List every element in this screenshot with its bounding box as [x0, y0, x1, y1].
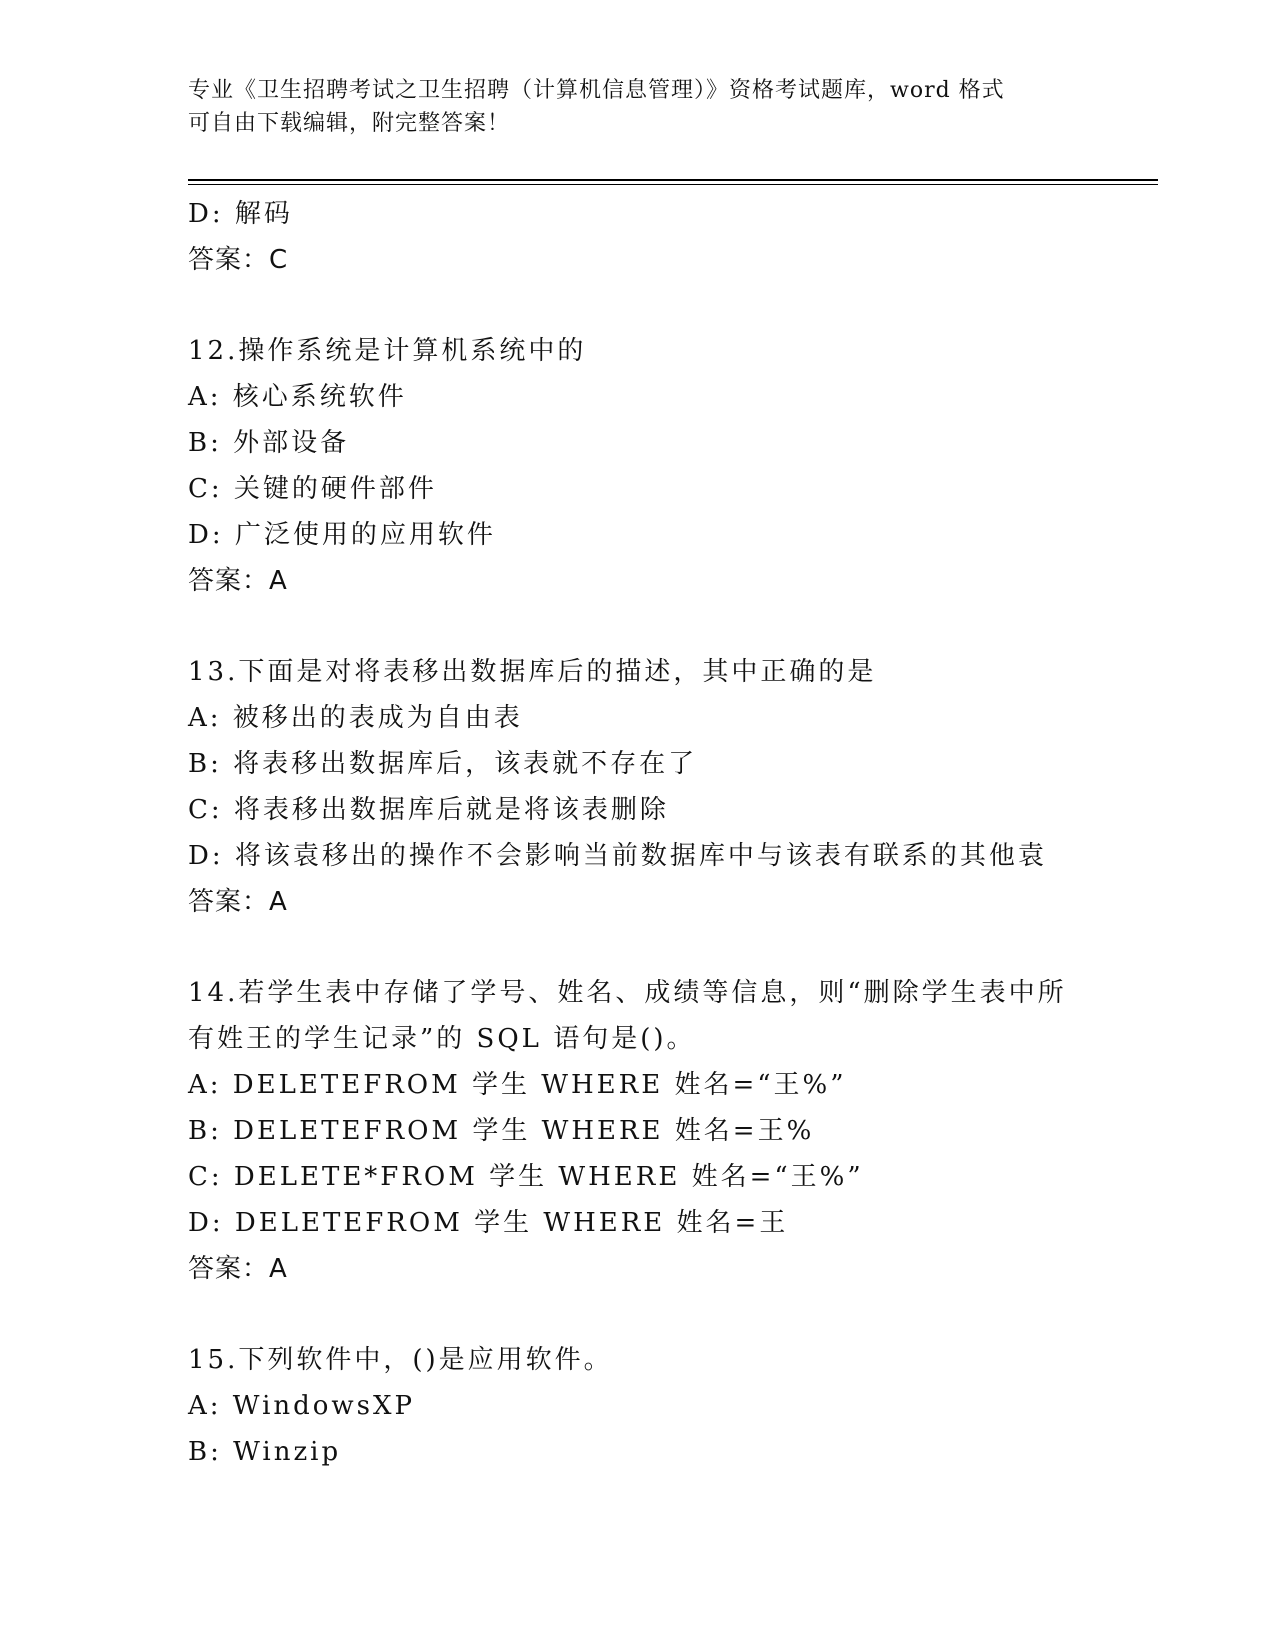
- document-header: [188, 74, 1088, 140]
- option-c: C: 将表移出数据库后就是将该表删除: [188, 795, 669, 825]
- option-b: B: 将表移出数据库后，该表就不存在了: [188, 749, 698, 779]
- header-divider-thin: [188, 184, 1158, 185]
- answer-line: 答案：A: [188, 887, 288, 917]
- option-d: D: 将该袁移出的操作不会影响当前数据库中与该表有联系的其他袁: [188, 841, 1047, 871]
- question-stem-line-2: 有姓王的学生记录”的 SQL 语句是()。: [188, 1024, 696, 1054]
- question-stem: 13.下面是对将表移出数据库后的描述，其中正确的是: [188, 657, 877, 687]
- question-12: [188, 328, 1128, 604]
- question-stem-line-1: 14.若学生表中存储了学号、姓名、成绩等信息，则“删除学生表中所: [188, 978, 1067, 1008]
- option-d: D: 解码: [188, 199, 293, 229]
- option-d: D: 广泛使用的应用软件: [188, 520, 496, 550]
- option-c: C: DELETE*FROM 学生 WHERE 姓名=“王%”: [188, 1162, 864, 1192]
- header-line-1: 专业《卫生招聘考试之卫生招聘（计算机信息管理）》资格考试题库，word 格式: [188, 78, 1005, 103]
- question-15: [188, 1337, 1128, 1475]
- option-a: A: 被移出的表成为自由表: [188, 703, 523, 733]
- answer-line: 答案：C: [188, 245, 289, 275]
- option-a: A: WindowsXP: [188, 1391, 416, 1421]
- question-stem: 12.操作系统是计算机系统中的: [188, 336, 587, 366]
- question-list: [188, 191, 1128, 1475]
- header-line-2: 可自由下载编辑，附完整答案！: [188, 111, 511, 136]
- question-11-tail: [188, 191, 1128, 283]
- question-14: [188, 970, 1128, 1292]
- answer-line: 答案：A: [188, 566, 288, 596]
- option-b: B: 外部设备: [188, 428, 350, 458]
- option-b: B: DELETEFROM 学生 WHERE 姓名=王%: [188, 1116, 815, 1146]
- question-stem: 15.下列软件中，()是应用软件。: [188, 1345, 613, 1375]
- spacer: [188, 1292, 1128, 1337]
- answer-line: 答案：A: [188, 1254, 288, 1284]
- question-13: [188, 649, 1128, 925]
- option-b: B: Winzip: [188, 1437, 342, 1467]
- option-a: A: 核心系统软件: [188, 382, 407, 412]
- option-d: D: DELETEFROM 学生 WHERE 姓名=王: [188, 1208, 789, 1238]
- option-a: A: DELETEFROM 学生 WHERE 姓名=“王%”: [188, 1070, 847, 1100]
- spacer: [188, 925, 1128, 970]
- header-divider-thick: [188, 179, 1158, 181]
- spacer: [188, 283, 1128, 328]
- option-c: C: 关键的硬件部件: [188, 474, 437, 504]
- spacer: [188, 604, 1128, 649]
